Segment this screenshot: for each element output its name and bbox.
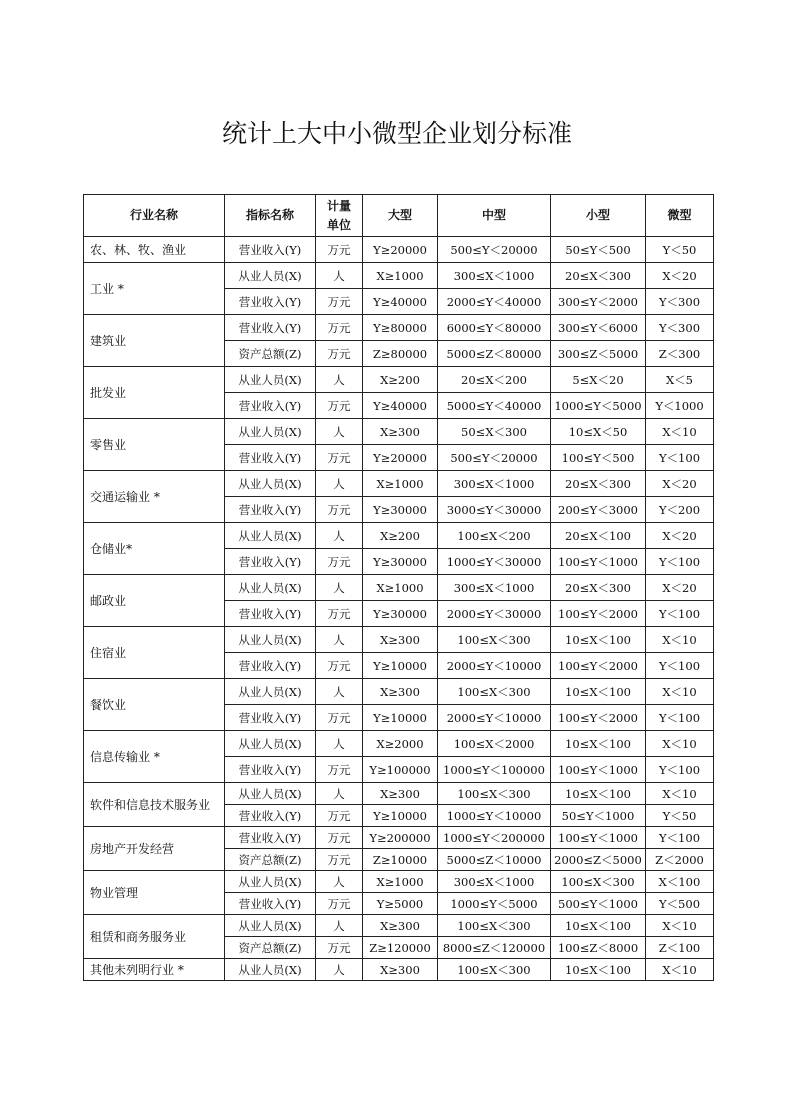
table-row — [84, 315, 714, 341]
micro-cell: Y＜100 — [646, 757, 714, 783]
large-cell: Y≥10000 — [363, 805, 438, 827]
small-cell: 20≤X＜100 — [551, 523, 646, 549]
micro-cell: Z＜300 — [646, 341, 714, 367]
medium-cell: 2000≤Y＜40000 — [438, 289, 551, 315]
large-cell: X≥300 — [363, 915, 438, 937]
industry-cell: 建筑业 — [84, 315, 225, 367]
small-cell: 1000≤Y＜5000 — [551, 393, 646, 419]
small-cell: 10≤X＜100 — [551, 731, 646, 757]
micro-cell: X＜20 — [646, 523, 714, 549]
unit-cell: 万元 — [316, 393, 363, 419]
indicator-cell: 营业收入(Y) — [225, 393, 316, 419]
large-cell: Y≥10000 — [363, 705, 438, 731]
medium-cell: 500≤Y＜20000 — [438, 237, 551, 263]
unit-cell: 人 — [316, 419, 363, 445]
indicator-cell: 从业人员(X) — [225, 471, 316, 497]
unit-cell: 人 — [316, 471, 363, 497]
medium-cell: 100≤X＜300 — [438, 783, 551, 805]
table-row — [84, 627, 714, 653]
unit-cell: 人 — [316, 627, 363, 653]
micro-cell: Y＜100 — [646, 653, 714, 679]
large-cell: X≥1000 — [363, 471, 438, 497]
large-cell: X≥300 — [363, 959, 438, 981]
unit-cell: 万元 — [316, 601, 363, 627]
table-row — [84, 575, 714, 601]
unit-cell: 万元 — [316, 893, 363, 915]
micro-cell: X＜10 — [646, 627, 714, 653]
small-cell: 20≤X＜300 — [551, 263, 646, 289]
large-cell: X≥1000 — [363, 263, 438, 289]
medium-cell: 3000≤Y＜30000 — [438, 497, 551, 523]
unit-cell: 万元 — [316, 827, 363, 849]
small-cell: 50≤Y＜1000 — [551, 805, 646, 827]
indicator-cell: 资产总额(Z) — [225, 937, 316, 959]
small-cell: 20≤X＜300 — [551, 575, 646, 601]
medium-cell: 50≤X＜300 — [438, 419, 551, 445]
micro-cell: Z＜100 — [646, 937, 714, 959]
large-cell: Z≥10000 — [363, 849, 438, 871]
micro-cell: X＜10 — [646, 419, 714, 445]
unit-cell: 人 — [316, 263, 363, 289]
small-cell: 500≤Y＜1000 — [551, 893, 646, 915]
micro-cell: X＜10 — [646, 679, 714, 705]
medium-cell: 300≤X＜1000 — [438, 871, 551, 893]
small-cell: 10≤X＜100 — [551, 679, 646, 705]
indicator-cell: 从业人员(X) — [225, 679, 316, 705]
small-cell: 300≤Z＜5000 — [551, 341, 646, 367]
small-cell: 2000≤Z＜5000 — [551, 849, 646, 871]
micro-cell: Y＜500 — [646, 893, 714, 915]
micro-cell: Y＜100 — [646, 601, 714, 627]
unit-cell: 万元 — [316, 445, 363, 471]
indicator-cell: 从业人员(X) — [225, 959, 316, 981]
header-unit — [316, 195, 363, 237]
unit-cell: 人 — [316, 959, 363, 981]
small-cell: 300≤Y＜6000 — [551, 315, 646, 341]
industry-cell: 邮政业 — [84, 575, 225, 627]
small-cell: 10≤X＜100 — [551, 627, 646, 653]
medium-cell: 1000≤Y＜200000 — [438, 827, 551, 849]
table-row — [84, 959, 714, 981]
medium-cell: 2000≤Y＜30000 — [438, 601, 551, 627]
large-cell: X≥200 — [363, 523, 438, 549]
large-cell: X≥300 — [363, 783, 438, 805]
indicator-cell: 从业人员(X) — [225, 731, 316, 757]
micro-cell: Y＜100 — [646, 705, 714, 731]
medium-cell: 5000≤Z＜80000 — [438, 341, 551, 367]
small-cell: 10≤X＜100 — [551, 959, 646, 981]
industry-cell: 其他未列明行业 * — [84, 959, 225, 981]
micro-cell: X＜10 — [646, 915, 714, 937]
large-cell: X≥1000 — [363, 871, 438, 893]
unit-cell: 人 — [316, 871, 363, 893]
medium-cell: 300≤X＜1000 — [438, 263, 551, 289]
unit-cell: 万元 — [316, 341, 363, 367]
unit-cell: 万元 — [316, 237, 363, 263]
medium-cell: 100≤X＜2000 — [438, 731, 551, 757]
unit-cell: 人 — [316, 915, 363, 937]
unit-cell: 万元 — [316, 653, 363, 679]
indicator-cell: 营业收入(Y) — [225, 757, 316, 783]
small-cell: 20≤X＜300 — [551, 471, 646, 497]
small-cell: 100≤Y＜500 — [551, 445, 646, 471]
indicator-cell: 营业收入(Y) — [225, 445, 316, 471]
industry-cell: 餐饮业 — [84, 679, 225, 731]
indicator-cell: 营业收入(Y) — [225, 497, 316, 523]
medium-cell: 300≤X＜1000 — [438, 575, 551, 601]
micro-cell: X＜5 — [646, 367, 714, 393]
unit-cell: 万元 — [316, 757, 363, 783]
small-cell: 300≤Y＜2000 — [551, 289, 646, 315]
large-cell: Y≥30000 — [363, 549, 438, 575]
medium-cell: 5000≤Z＜10000 — [438, 849, 551, 871]
micro-cell: X＜100 — [646, 871, 714, 893]
table-row — [84, 679, 714, 705]
large-cell: X≥300 — [363, 627, 438, 653]
unit-cell: 人 — [316, 367, 363, 393]
micro-cell: Y＜200 — [646, 497, 714, 523]
table-row — [84, 471, 714, 497]
micro-cell: X＜10 — [646, 783, 714, 805]
medium-cell: 20≤X＜200 — [438, 367, 551, 393]
industry-cell: 信息传输业 * — [84, 731, 225, 783]
indicator-cell: 营业收入(Y) — [225, 893, 316, 915]
table-row — [84, 263, 714, 289]
indicator-cell: 营业收入(Y) — [225, 237, 316, 263]
industry-cell: 农、林、牧、渔业 — [84, 237, 225, 263]
large-cell: Y≥40000 — [363, 393, 438, 419]
small-cell: 100≤X＜300 — [551, 871, 646, 893]
industry-cell: 住宿业 — [84, 627, 225, 679]
indicator-cell: 从业人员(X) — [225, 419, 316, 445]
small-cell: 100≤Z＜8000 — [551, 937, 646, 959]
header-row — [84, 195, 714, 237]
medium-cell: 100≤X＜300 — [438, 959, 551, 981]
unit-cell: 万元 — [316, 315, 363, 341]
medium-cell: 1000≤Y＜10000 — [438, 805, 551, 827]
small-cell: 100≤Y＜2000 — [551, 653, 646, 679]
unit-cell: 万元 — [316, 849, 363, 871]
header-medium: 中型 — [438, 195, 551, 237]
medium-cell: 1000≤Y＜5000 — [438, 893, 551, 915]
header-micro: 微型 — [646, 195, 714, 237]
header-unit-text: 计量 单位 — [326, 198, 351, 232]
large-cell: X≥200 — [363, 367, 438, 393]
indicator-cell: 营业收入(Y) — [225, 315, 316, 341]
large-cell: Y≥20000 — [363, 445, 438, 471]
large-cell: Y≥5000 — [363, 893, 438, 915]
table-row — [84, 827, 714, 849]
small-cell: 10≤X＜100 — [551, 783, 646, 805]
small-cell: 10≤X＜50 — [551, 419, 646, 445]
indicator-cell: 从业人员(X) — [225, 523, 316, 549]
header-small: 小型 — [551, 195, 646, 237]
industry-cell: 仓储业* — [84, 523, 225, 575]
table-body — [84, 237, 714, 981]
large-cell: Y≥100000 — [363, 757, 438, 783]
micro-cell: Z＜2000 — [646, 849, 714, 871]
indicator-cell: 从业人员(X) — [225, 367, 316, 393]
unit-cell: 人 — [316, 679, 363, 705]
industry-cell: 物业管理 — [84, 871, 225, 915]
indicator-cell: 资产总额(Z) — [225, 849, 316, 871]
indicator-cell: 从业人员(X) — [225, 575, 316, 601]
small-cell: 100≤Y＜1000 — [551, 827, 646, 849]
medium-cell: 500≤Y＜20000 — [438, 445, 551, 471]
large-cell: Y≥200000 — [363, 827, 438, 849]
large-cell: X≥300 — [363, 679, 438, 705]
medium-cell: 100≤X＜300 — [438, 679, 551, 705]
unit-cell: 人 — [316, 575, 363, 601]
micro-cell: X＜20 — [646, 575, 714, 601]
indicator-cell: 从业人员(X) — [225, 915, 316, 937]
unit-cell: 人 — [316, 731, 363, 757]
small-cell: 50≤Y＜500 — [551, 237, 646, 263]
indicator-cell: 营业收入(Y) — [225, 601, 316, 627]
indicator-cell: 营业收入(Y) — [225, 805, 316, 827]
small-cell: 100≤Y＜1000 — [551, 757, 646, 783]
micro-cell: Y＜300 — [646, 289, 714, 315]
large-cell: Y≥80000 — [363, 315, 438, 341]
large-cell: Y≥20000 — [363, 237, 438, 263]
medium-cell: 300≤X＜1000 — [438, 471, 551, 497]
micro-cell: X＜20 — [646, 263, 714, 289]
micro-cell: X＜10 — [646, 959, 714, 981]
small-cell: 200≤Y＜3000 — [551, 497, 646, 523]
industry-cell: 交通运输业 * — [84, 471, 225, 523]
unit-cell: 人 — [316, 523, 363, 549]
table-row — [84, 871, 714, 893]
unit-cell: 万元 — [316, 289, 363, 315]
micro-cell: X＜20 — [646, 471, 714, 497]
industry-cell: 零售业 — [84, 419, 225, 471]
large-cell: Y≥30000 — [363, 497, 438, 523]
table-row — [84, 783, 714, 805]
micro-cell: Y＜100 — [646, 445, 714, 471]
indicator-cell: 从业人员(X) — [225, 871, 316, 893]
unit-cell: 万元 — [316, 805, 363, 827]
industry-cell: 软件和信息技术服务业 — [84, 783, 225, 827]
medium-cell: 1000≤Y＜30000 — [438, 549, 551, 575]
small-cell: 100≤Y＜2000 — [551, 705, 646, 731]
industry-cell: 房地产开发经营 — [84, 827, 225, 871]
medium-cell: 2000≤Y＜10000 — [438, 705, 551, 731]
classification-table — [83, 194, 714, 981]
indicator-cell: 营业收入(Y) — [225, 653, 316, 679]
indicator-cell: 从业人员(X) — [225, 263, 316, 289]
indicator-cell: 从业人员(X) — [225, 627, 316, 653]
medium-cell: 5000≤Y＜40000 — [438, 393, 551, 419]
indicator-cell: 营业收入(Y) — [225, 549, 316, 575]
small-cell: 100≤Y＜1000 — [551, 549, 646, 575]
small-cell: 10≤X＜100 — [551, 915, 646, 937]
micro-cell: Y＜1000 — [646, 393, 714, 419]
micro-cell: Y＜100 — [646, 549, 714, 575]
page-title: 统计上大中小微型企业划分标准 — [221, 119, 572, 148]
micro-cell: Y＜300 — [646, 315, 714, 341]
unit-cell: 人 — [316, 783, 363, 805]
unit-cell: 万元 — [316, 937, 363, 959]
micro-cell: Y＜100 — [646, 827, 714, 849]
indicator-cell: 资产总额(Z) — [225, 341, 316, 367]
micro-cell: Y＜50 — [646, 237, 714, 263]
medium-cell: 2000≤Y＜10000 — [438, 653, 551, 679]
medium-cell: 100≤X＜200 — [438, 523, 551, 549]
header-large: 大型 — [363, 195, 438, 237]
micro-cell: Y＜50 — [646, 805, 714, 827]
large-cell: Y≥10000 — [363, 653, 438, 679]
indicator-cell: 从业人员(X) — [225, 783, 316, 805]
large-cell: Z≥80000 — [363, 341, 438, 367]
table-row — [84, 731, 714, 757]
micro-cell: X＜10 — [646, 731, 714, 757]
large-cell: X≥1000 — [363, 575, 438, 601]
industry-cell: 批发业 — [84, 367, 225, 419]
table-row — [84, 367, 714, 393]
unit-cell: 万元 — [316, 705, 363, 731]
header-industry: 行业名称 — [84, 195, 225, 237]
indicator-cell: 营业收入(Y) — [225, 827, 316, 849]
header-indicator: 指标名称 — [225, 195, 316, 237]
large-cell: Z≥120000 — [363, 937, 438, 959]
table-row — [84, 915, 714, 937]
medium-cell: 6000≤Y＜80000 — [438, 315, 551, 341]
indicator-cell: 营业收入(Y) — [225, 705, 316, 731]
industry-cell: 工业 * — [84, 263, 225, 315]
medium-cell: 100≤X＜300 — [438, 627, 551, 653]
unit-cell: 万元 — [316, 497, 363, 523]
table-row — [84, 523, 714, 549]
medium-cell: 1000≤Y＜100000 — [438, 757, 551, 783]
table-row — [84, 419, 714, 445]
small-cell: 100≤Y＜2000 — [551, 601, 646, 627]
large-cell: Y≥40000 — [363, 289, 438, 315]
indicator-cell: 营业收入(Y) — [225, 289, 316, 315]
industry-cell: 租赁和商务服务业 — [84, 915, 225, 959]
large-cell: Y≥30000 — [363, 601, 438, 627]
large-cell: X≥300 — [363, 419, 438, 445]
large-cell: X≥2000 — [363, 731, 438, 757]
medium-cell: 8000≤Z＜120000 — [438, 937, 551, 959]
small-cell: 5≤X＜20 — [551, 367, 646, 393]
unit-cell: 万元 — [316, 549, 363, 575]
medium-cell: 100≤X＜300 — [438, 915, 551, 937]
table-row — [84, 237, 714, 263]
